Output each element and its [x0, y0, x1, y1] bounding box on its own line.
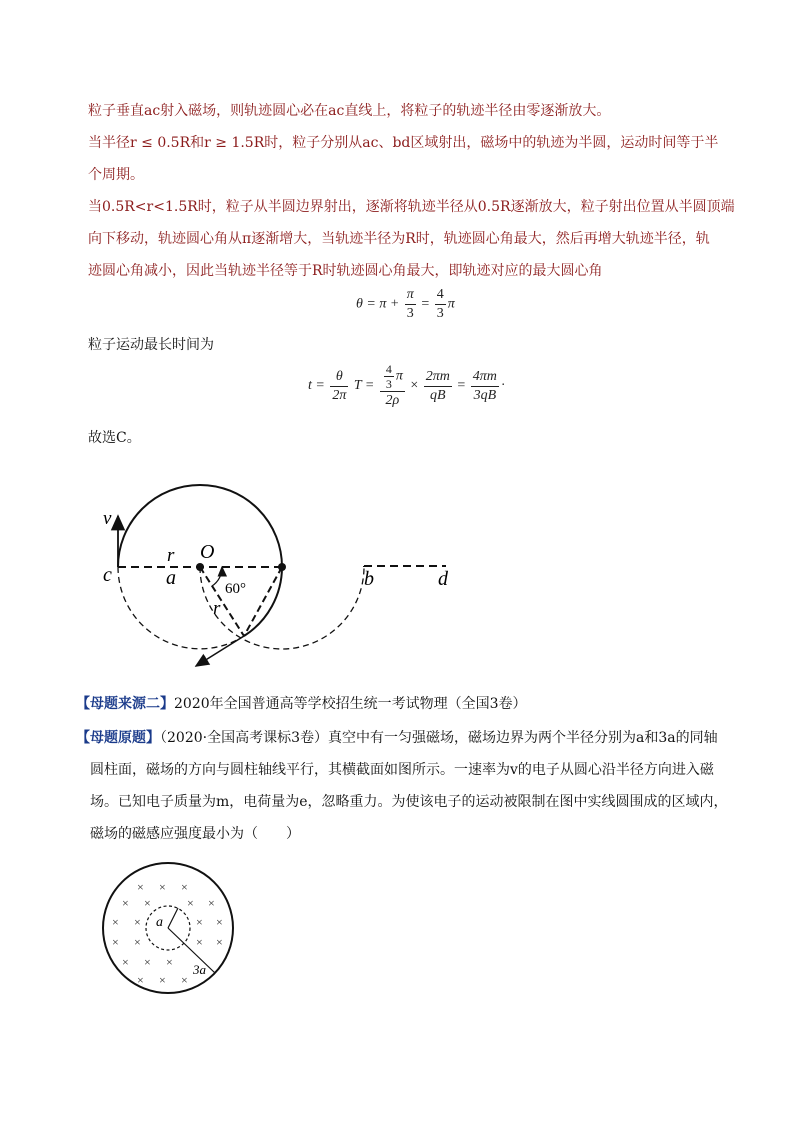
solution-answer: 故选C。	[88, 430, 141, 446]
outer-radius-line	[168, 928, 215, 973]
exit-velocity-arrow	[196, 636, 244, 666]
solution-paragraph-2-line-2: 个周期。	[88, 167, 144, 183]
svg-text:×: ×	[122, 955, 129, 969]
label-c: c	[103, 564, 112, 586]
solution-paragraph-3-line-2: 向下移动，轨迹圆心角从π逐渐增大，当轨迹半径为R时，轨迹圆心角最大，然后再增大轨迹半径，轨	[88, 231, 710, 247]
label-d: d	[438, 568, 448, 590]
svg-text:×: ×	[134, 935, 141, 949]
label-O: O	[200, 541, 215, 563]
label-b: b	[364, 568, 374, 590]
max-time-equation: t = $\frac{\theta}{2\pi}$ T = $\frac{4}{3}$ π 2ρ × $\frac{2\pi m}{qB}$ = $\frac{4\pi m}{3qB}$ ·	[308, 362, 506, 408]
label-a: a	[156, 915, 163, 930]
label-r-top: r	[167, 545, 175, 566]
svg-text:×: ×	[208, 896, 215, 910]
svg-text:×: ×	[137, 973, 144, 987]
source-line	[76, 694, 527, 714]
svg-text:×: ×	[112, 935, 119, 949]
svg-text:×: ×	[144, 896, 151, 910]
svg-text:×: ×	[216, 935, 223, 949]
svg-text:×: ×	[196, 935, 203, 949]
label-v: v	[103, 508, 112, 529]
radius-line-1	[200, 567, 244, 636]
problem-line-4: 磁场的磁感应强度最小为（ ）	[90, 826, 300, 842]
svg-text:×: ×	[137, 880, 144, 894]
problem-line-1: 【母题原题】（2020·全国高考课标3卷）真空中有一匀强磁场，磁场边界为两个半径分别为a和3a的同轴	[76, 730, 718, 746]
svg-text:×: ×	[134, 915, 141, 929]
svg-text:×: ×	[181, 973, 188, 987]
problem-line-2: 圆柱面，磁场的方向与圆柱轴线平行，其横截面如图所示。一速率为v的电子从圆心沿半径方向进入磁	[90, 762, 714, 778]
solution-paragraph-3-line-1: 当0.5R<r<1.5R时，粒子从半圆边界射出，逐渐将轨迹半径从0.5R逐渐放大，粒子射出位置从半圆顶端	[88, 199, 735, 215]
label-a: a	[166, 567, 176, 589]
svg-text:×: ×	[159, 973, 166, 987]
center-point-O	[196, 563, 204, 571]
problem-tag: 【母题原题】	[76, 730, 160, 746]
label-3a: 3a	[193, 962, 206, 977]
svg-text:×: ×	[181, 880, 188, 894]
field-crosses	[112, 880, 223, 987]
solution-paragraph-3-line-3: 迹圆心角减小，因此当轨迹半径等于R时轨迹圆心角最大，即轨迹对应的最大圆心角	[88, 263, 603, 279]
magnetic-field-figure	[100, 856, 240, 1000]
svg-text:×: ×	[216, 915, 223, 929]
label-angle: 60°	[225, 581, 246, 597]
max-angle-equation: θ = π + $\frac{\pi}{3}$ = $\frac{4}{3}$ π	[356, 287, 455, 321]
inner-radius-line	[168, 908, 178, 928]
svg-text:×: ×	[122, 896, 129, 910]
svg-text:×: ×	[166, 955, 173, 969]
source-tag: 【母题来源二】	[76, 696, 174, 712]
solution-paragraph-1: 粒子垂直ac射入磁场，则轨迹圆心必在ac直线上，将粒子的轨迹半径由零逐渐放大。	[88, 103, 611, 119]
svg-text:×: ×	[112, 915, 119, 929]
radius-line-2	[244, 567, 282, 636]
trajectory-center-point	[278, 563, 286, 571]
source-text: 2020年全国普通高等学校招生统一考试物理（全国3卷）	[174, 696, 527, 712]
svg-text:×: ×	[196, 915, 203, 929]
svg-text:×: ×	[187, 896, 194, 910]
problem-line-3: 场。已知电子质量为m，电荷量为e，忽略重力。为使该电子的运动被限制在图中实线圆围成的区域内，	[90, 794, 728, 810]
solution-paragraph-4: 粒子运动最长时间为	[88, 337, 214, 353]
svg-text:×: ×	[159, 880, 166, 894]
svg-text:×: ×	[144, 955, 151, 969]
label-r-bottom: r	[213, 598, 221, 619]
solution-paragraph-2-line-1: 当半径r ≤ 0.5R和r ≥ 1.5R时，粒子分别从ac、bd区域射出，磁场中的轨迹为半圆，运动时间等于半	[88, 135, 719, 151]
angle-arc	[212, 567, 222, 586]
